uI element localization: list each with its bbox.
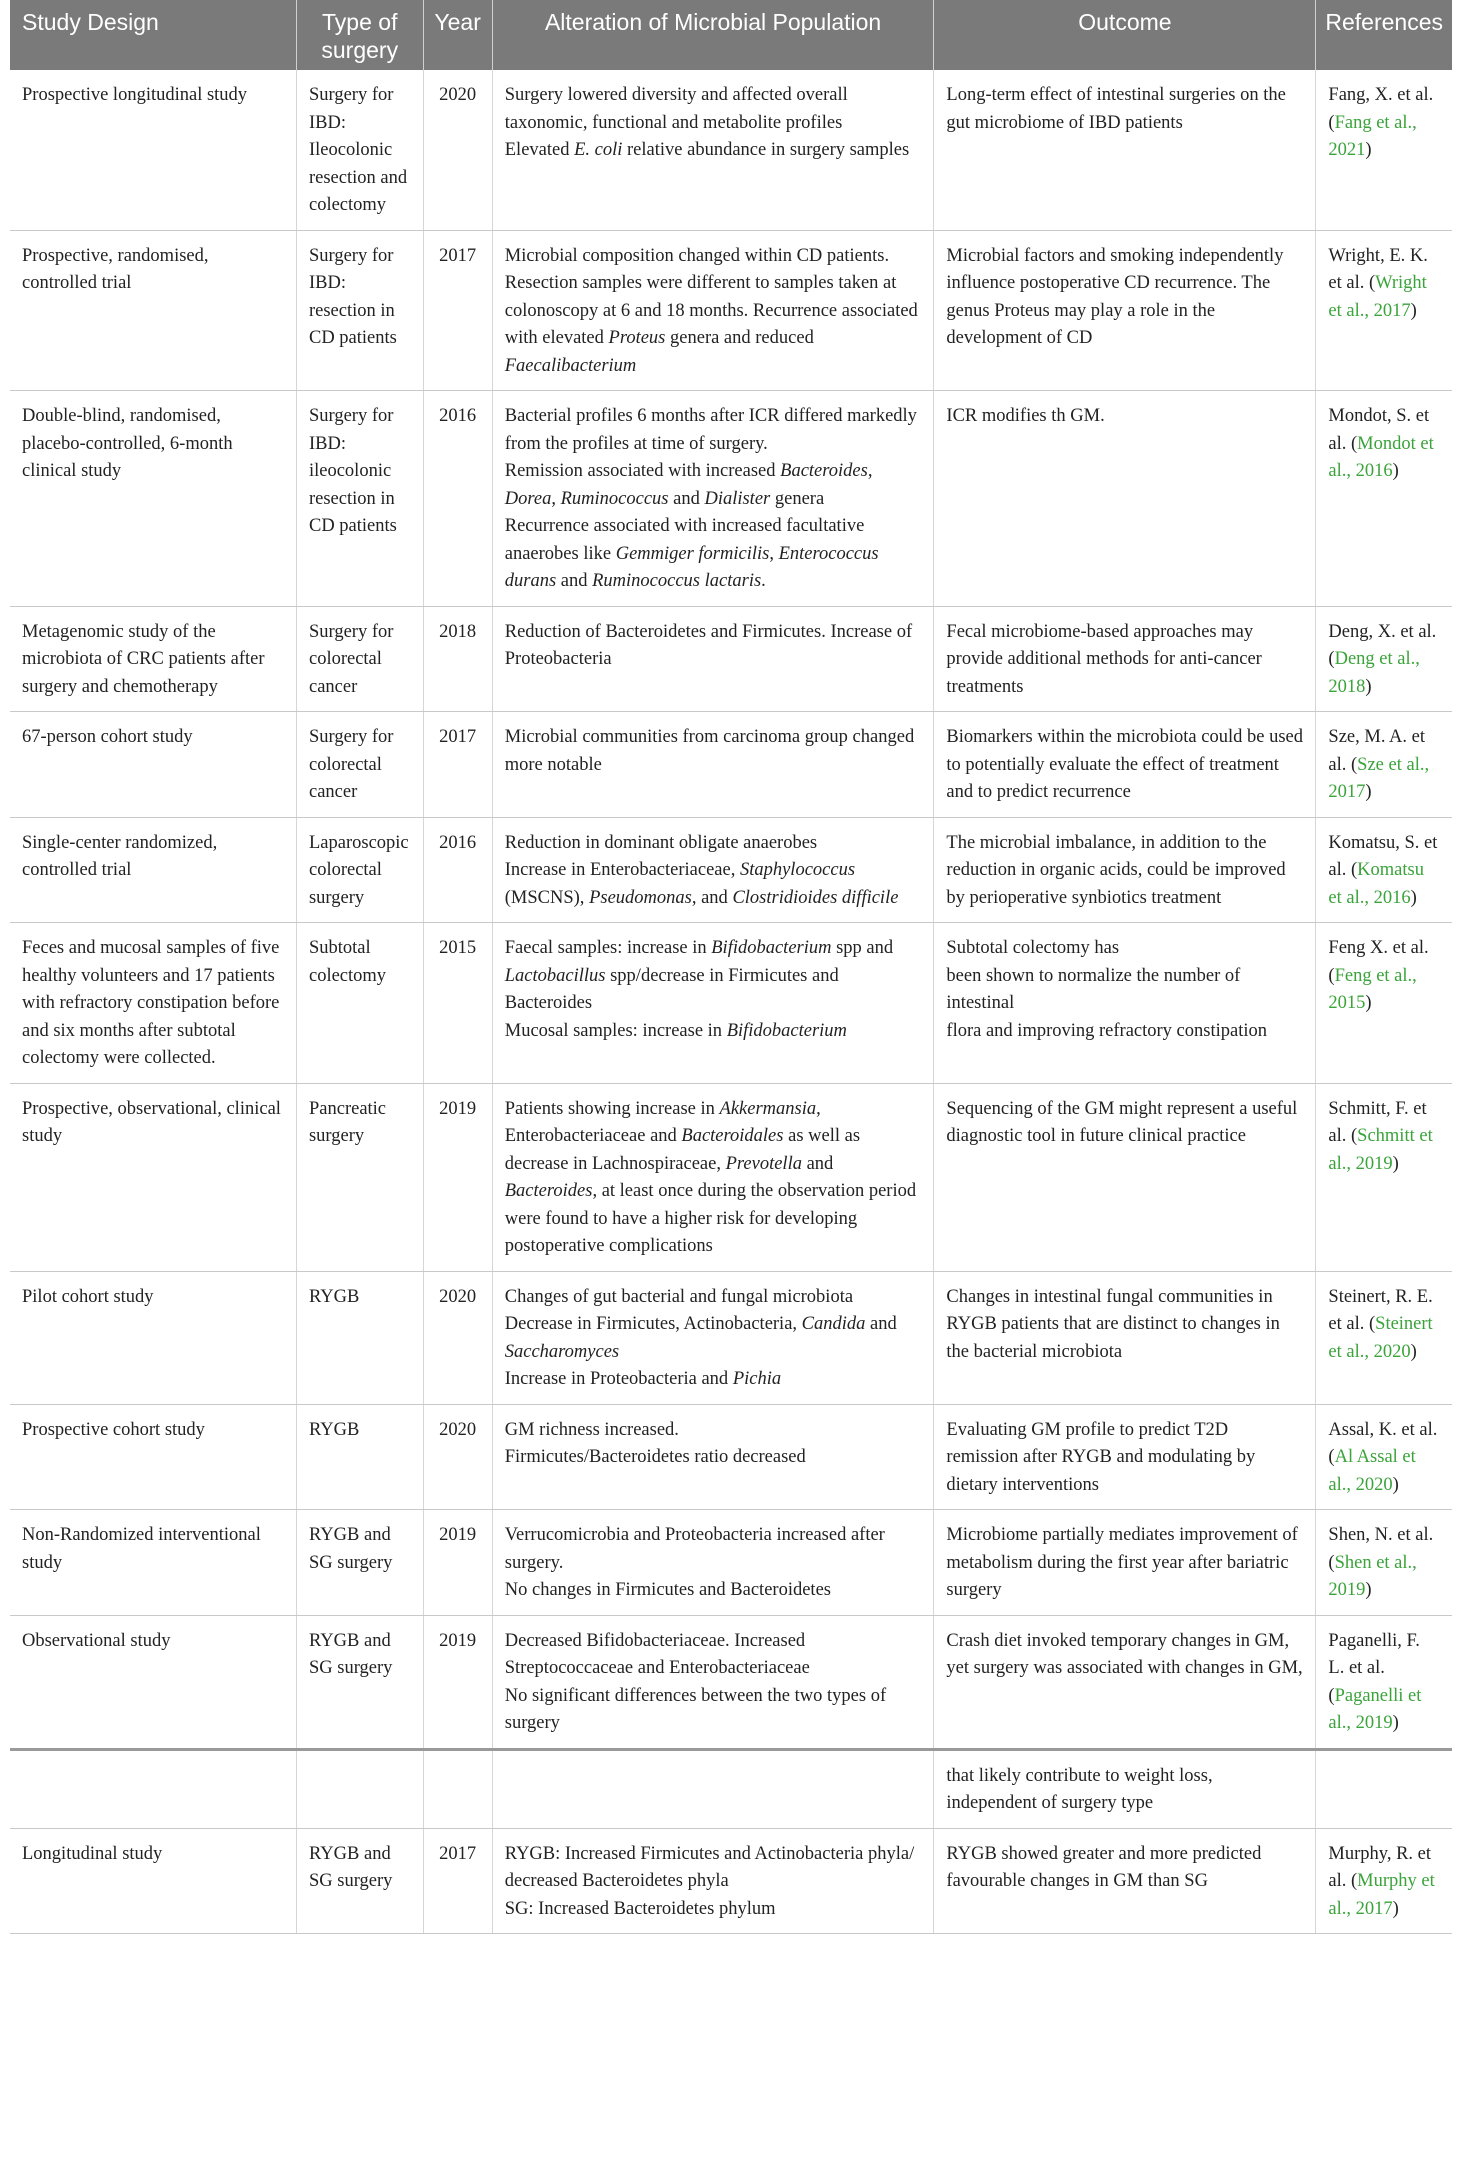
cell-alteration	[492, 1083, 934, 1271]
text-segment: Increase in Enterobacteriaceae,	[504, 860, 740, 880]
taxon-name: Pseudomonas	[589, 887, 692, 908]
table-row	[10, 1510, 1452, 1616]
cell-year: 2016	[423, 817, 492, 923]
text-segment: , Enterobacteriaceae and	[504, 1098, 821, 1146]
reference-author: Komatsu, S. et al. (	[1328, 832, 1438, 880]
text-segment: spp/decrease in Firmicutes and Bacteroides	[504, 965, 839, 1013]
studies-table	[10, 0, 1452, 1934]
reference-close: )	[1392, 1474, 1399, 1495]
cell-year: 2016	[423, 391, 492, 607]
cell-reference	[1316, 1271, 1452, 1404]
header-outcome: Outcome	[934, 0, 1316, 70]
text-segment: spp and	[831, 938, 894, 958]
text-segment: GM richness increased.	[504, 1419, 679, 1440]
cell-outcome	[934, 606, 1316, 712]
alteration-line	[505, 403, 922, 458]
cell-outcome	[934, 1510, 1316, 1616]
alteration-line	[505, 458, 922, 513]
text-segment: Surgery lowered diversity and affected overall taxonomic, functional and metabolite profiles	[504, 85, 848, 133]
alteration-line	[505, 1628, 922, 1683]
text-segment: Decrease in Firmicutes, Actinobacteria,	[504, 1314, 802, 1334]
cell-reference	[1316, 923, 1452, 1084]
cell-study-design: Prospective, observational, clinical study	[10, 1083, 296, 1271]
table-row	[10, 1749, 1452, 1828]
text-segment: Recurrence associated with increased facultative anaerobes like	[504, 516, 865, 564]
cell-year: 2015	[423, 923, 492, 1084]
reference-author: Fang, X. et al. (	[1328, 85, 1434, 133]
cell-alteration	[492, 712, 934, 818]
reference-author: Deng, X. et al. (	[1328, 621, 1437, 669]
table-row	[10, 391, 1452, 607]
alteration-line	[505, 82, 922, 137]
cell-reference	[1316, 1404, 1452, 1510]
cell-study-design: Observational study	[10, 1615, 296, 1749]
cell-study-design: Double-blind, randomised, placebo-controlled, 6-month clinical study	[10, 391, 296, 607]
text-segment: ,	[867, 461, 873, 481]
table-row	[10, 1828, 1452, 1934]
cell-type-of-surgery: Surgery for IBD: ileocolonic resection in CD patients	[296, 391, 423, 607]
taxon-name: Akkermansia	[719, 1098, 817, 1119]
text-segment: genera and reduced	[665, 328, 814, 348]
reference-link[interactable]: Feng et al., 2015	[1328, 965, 1417, 1013]
taxon-name: Bifidobacterium	[726, 1020, 847, 1041]
taxon-name: Staphylococcus	[739, 860, 856, 880]
reference-author: Steinert, R. E. et al. (	[1328, 1286, 1433, 1334]
alteration-line	[505, 1417, 922, 1445]
cell-outcome	[934, 70, 1316, 230]
reference-close: )	[1392, 1153, 1399, 1174]
cell-alteration	[492, 70, 934, 230]
cell-outcome	[934, 1828, 1316, 1934]
table-row	[10, 1271, 1452, 1404]
table-row	[10, 817, 1452, 923]
cell-year: 2017	[423, 712, 492, 818]
alteration-line	[505, 137, 922, 165]
outcome-line: Evaluating GM profile to predict T2D remission after RYGB and modulating by dietary interventions	[946, 1419, 1256, 1495]
text-segment: SG: Increased Bacteroidetes phylum	[504, 1898, 776, 1919]
text-segment: Elevated	[504, 140, 575, 160]
cell-reference	[1316, 817, 1452, 923]
taxon-name: Proteus	[608, 328, 666, 348]
cell-outcome	[934, 1271, 1316, 1404]
cell-type-of-surgery: RYGB	[296, 1404, 423, 1510]
reference-close: )	[1392, 461, 1399, 481]
cell-reference	[1316, 1828, 1452, 1934]
cell-alteration	[492, 391, 934, 607]
outcome-line: Long-term effect of intestinal surgeries on the gut microbiome of IBD patients	[946, 85, 1286, 133]
header-alteration: Alteration of Microbial Population	[492, 0, 934, 70]
outcome-line: The microbial imbalance, in addition to the reduction in organic acids, could be improved by perioperative synbiotics treatment	[946, 832, 1286, 908]
text-segment: relative abundance in surgery samples	[622, 140, 910, 160]
reference-close: )	[1410, 300, 1417, 321]
taxon-name: Dialister	[704, 488, 771, 509]
taxon-name: Pichia	[732, 1369, 782, 1389]
cell-year: 2017	[423, 1828, 492, 1934]
cell-year: 2018	[423, 606, 492, 712]
cell-alteration	[492, 1615, 934, 1749]
text-segment: Microbial communities from carcinoma group changed more notable	[504, 727, 915, 775]
text-segment: ,	[769, 543, 779, 564]
taxon-name: Faecalibacterium	[504, 355, 637, 376]
taxon-name: Bacteroides	[780, 461, 868, 481]
table-row	[10, 70, 1452, 230]
reference-link[interactable]: Steinert et al., 2020	[1328, 1314, 1433, 1362]
reference-link[interactable]: Deng et al., 2018	[1328, 649, 1420, 697]
header-type-of-surgery: Type of surgery	[296, 0, 423, 70]
text-segment: genera	[770, 488, 825, 509]
text-segment: Firmicutes/Bacteroidetes ratio decreased	[504, 1447, 806, 1467]
alteration-line	[505, 724, 922, 779]
reference-close: )	[1365, 140, 1372, 160]
cell-year	[423, 1749, 492, 1828]
outcome-line: Sequencing of the GM might represent a useful diagnostic tool in future clinical practice	[946, 1098, 1298, 1146]
alteration-line	[505, 1444, 922, 1472]
table-row	[10, 1404, 1452, 1510]
cell-alteration	[492, 1749, 934, 1828]
taxon-name: Bacteroides	[504, 1181, 593, 1201]
taxon-name: Lactobacillus	[504, 965, 606, 986]
alteration-line	[505, 1522, 922, 1577]
cell-type-of-surgery: Pancreatic surgery	[296, 1083, 423, 1271]
text-segment: as well as decrease in Lachnospiraceae,	[504, 1126, 861, 1174]
cell-type-of-surgery: Surgery for IBD: resection in CD patients	[296, 230, 423, 391]
cell-outcome	[934, 817, 1316, 923]
reference-author: Assal, K. et al. (	[1328, 1419, 1438, 1467]
cell-year: 2019	[423, 1083, 492, 1271]
cell-study-design: Pilot cohort study	[10, 1271, 296, 1404]
reference-author: Sze, M. A. et al. (	[1328, 727, 1426, 775]
alteration-line	[505, 243, 922, 381]
cell-alteration	[492, 923, 934, 1084]
outcome-line: been shown to normalize the number of intestinal	[946, 965, 1241, 1013]
cell-year: 2020	[423, 70, 492, 230]
cell-outcome	[934, 923, 1316, 1084]
cell-outcome	[934, 1404, 1316, 1510]
alteration-line	[505, 1896, 922, 1924]
text-segment: and	[801, 1153, 834, 1174]
reference-close: )	[1365, 782, 1372, 802]
reference-close: )	[1365, 1580, 1372, 1600]
cell-year: 2020	[423, 1271, 492, 1404]
cell-reference	[1316, 1510, 1452, 1616]
reference-link[interactable]: Shen et al., 2019	[1328, 1552, 1417, 1600]
cell-type-of-surgery: Surgery for colorectal cancer	[296, 606, 423, 712]
outcome-line: Subtotal colectomy has	[946, 938, 1120, 958]
alteration-line	[505, 857, 922, 912]
outcome-line: Microbial factors and smoking independently influence postoperative CD recurrence. The genus Proteus may play a role in the development of CD	[946, 245, 1284, 348]
cell-study-design: Prospective cohort study	[10, 1404, 296, 1510]
reference-link[interactable]: Murphy et al., 2017	[1328, 1871, 1435, 1919]
outcome-line: ICR modifies th GM.	[946, 406, 1105, 426]
taxon-name: Enterococcus durans	[504, 543, 879, 591]
reference-link[interactable]: Fang et al., 2021	[1328, 112, 1417, 160]
text-segment: ,	[551, 488, 561, 509]
text-segment: Bacterial profiles 6 months after ICR differed markedly from the profiles at time of surgery.	[504, 406, 917, 454]
cell-study-design: Metagenomic study of the microbiota of CRC patients after surgery and chemotherapy	[10, 606, 296, 712]
cell-alteration	[492, 606, 934, 712]
cell-study-design: Prospective, randomised, controlled trial	[10, 230, 296, 391]
cell-outcome	[934, 1615, 1316, 1749]
table-row	[10, 1083, 1452, 1271]
outcome-line: Microbiome partially mediates improvement of metabolism during the first year after bariatric surgery	[946, 1525, 1298, 1600]
taxon-name: Gemmiger formicilis	[615, 543, 770, 564]
alteration-line	[505, 935, 922, 1018]
reference-close: )	[1410, 887, 1417, 908]
reference-author: Shen, N. et al. (	[1328, 1525, 1434, 1573]
reference-close: )	[1365, 993, 1372, 1013]
alteration-line	[505, 830, 922, 858]
header-year: Year	[423, 0, 492, 70]
reference-close: )	[1365, 676, 1372, 697]
cell-study-design: 67-person cohort study	[10, 712, 296, 818]
text-segment: Changes of gut bacterial and fungal microbiota	[504, 1286, 854, 1307]
table-row	[10, 712, 1452, 818]
taxon-name: Bifidobacterium	[711, 938, 832, 958]
text-segment: , at least once during the observation period were found to have a higher risk for developing postoperative complications	[504, 1181, 917, 1256]
reference-link[interactable]: Al Assal et al., 2020	[1328, 1447, 1416, 1495]
alteration-line	[505, 1683, 922, 1738]
cell-year: 2017	[423, 230, 492, 391]
header-study-design: Study Design	[10, 0, 296, 70]
reference-close: )	[1392, 1898, 1399, 1919]
cell-study-design: Prospective longitudinal study	[10, 70, 296, 230]
cell-year: 2019	[423, 1615, 492, 1749]
alteration-line	[505, 513, 922, 596]
header-row	[10, 0, 1452, 70]
cell-study-design: Longitudinal study	[10, 1828, 296, 1934]
table-row	[10, 923, 1452, 1084]
cell-study-design: Feces and mucosal samples of five healthy volunteers and 17 patients with refractory constipation before and six months after subtotal colectomy were collected.	[10, 923, 296, 1084]
cell-type-of-surgery: Surgery for IBD: Ileocolonic resection and colectomy	[296, 70, 423, 230]
alteration-line	[505, 1366, 922, 1394]
cell-outcome	[934, 230, 1316, 391]
cell-study-design	[10, 1749, 296, 1828]
taxon-name: Ruminococcus	[560, 488, 669, 509]
text-segment: .	[761, 571, 766, 591]
cell-reference	[1316, 1749, 1452, 1828]
text-segment: Microbial composition changed within CD patients. Resection samples were different to samples taken at colonoscopy at 6 and 18 months. Recurrence associated with elevated	[504, 245, 918, 348]
text-segment: and	[865, 1314, 897, 1334]
table-row	[10, 606, 1452, 712]
taxon-name: Prevotella	[725, 1153, 802, 1174]
alteration-line	[505, 619, 922, 674]
cell-alteration	[492, 1404, 934, 1510]
text-segment: (MSCNS),	[504, 887, 590, 908]
text-segment: Remission associated with increased	[504, 461, 781, 481]
cell-type-of-surgery: RYGB and SG surgery	[296, 1615, 423, 1749]
taxon-name: Candida	[801, 1314, 866, 1334]
reference-link[interactable]: Sze et al., 2017	[1328, 754, 1430, 802]
outcome-line: Biomarkers within the microbiota could be used to potentially evaluate the effect of treatment and to predict recurrence	[946, 727, 1303, 802]
text-segment: and	[668, 488, 705, 509]
cell-outcome	[934, 1749, 1316, 1828]
reference-author: Schmitt, F. et al. (	[1328, 1098, 1427, 1146]
cell-study-design: Single-center randomized, controlled trial	[10, 817, 296, 923]
taxon-name: Ruminococcus lactaris	[592, 571, 762, 591]
cell-reference	[1316, 230, 1452, 391]
cell-type-of-surgery: RYGB	[296, 1271, 423, 1404]
text-segment: Patients showing increase in	[504, 1098, 720, 1119]
cell-reference	[1316, 712, 1452, 818]
reference-link[interactable]: Komatsu et al., 2016	[1328, 860, 1424, 908]
cell-outcome	[934, 712, 1316, 818]
text-segment: and	[556, 571, 593, 591]
header-references: References	[1316, 0, 1452, 70]
cell-alteration	[492, 1510, 934, 1616]
reference-author: Feng X. et al. (	[1328, 938, 1429, 986]
cell-reference	[1316, 1615, 1452, 1749]
cell-type-of-surgery	[296, 1749, 423, 1828]
reference-link[interactable]: Mondot et al., 2016	[1328, 433, 1434, 481]
cell-year: 2020	[423, 1404, 492, 1510]
alteration-line	[505, 1018, 922, 1046]
cell-reference	[1316, 391, 1452, 607]
cell-outcome	[934, 391, 1316, 607]
alteration-line	[505, 1841, 922, 1896]
text-segment: Verrucomicrobia and Proteobacteria increased after surgery.	[504, 1525, 885, 1573]
outcome-line: RYGB showed greater and more predicted favourable changes in GM than SG	[946, 1843, 1262, 1891]
taxon-name: E. coli	[574, 140, 623, 160]
cell-type-of-surgery: RYGB and SG surgery	[296, 1510, 423, 1616]
cell-type-of-surgery: RYGB and SG surgery	[296, 1828, 423, 1934]
text-segment: , and	[691, 887, 733, 908]
reference-close: )	[1410, 1341, 1417, 1362]
reference-author: Murphy, R. et al. (	[1328, 1843, 1432, 1891]
text-segment: Increase in Proteobacteria and	[504, 1369, 733, 1389]
reference-author: Mondot, S. et al. (	[1328, 406, 1430, 454]
text-segment: Reduction in dominant obligate anaerobes	[504, 832, 818, 853]
cell-alteration	[492, 1828, 934, 1934]
text-segment: Reduction of Bacteroidetes and Firmicutes. Increase of Proteobacteria	[504, 621, 913, 669]
alteration-line	[505, 1311, 922, 1366]
outcome-line: Changes in intestinal fungal communities in RYGB patients that are distinct to changes in the bacterial microbiota	[946, 1286, 1280, 1362]
cell-type-of-surgery: Surgery for colorectal cancer	[296, 712, 423, 818]
outcome-line: Crash diet invoked temporary changes in GM, yet surgery was associated with changes in GM,	[946, 1630, 1303, 1678]
cell-reference	[1316, 606, 1452, 712]
taxon-name: Dorea	[504, 488, 552, 509]
text-segment: Faecal samples: increase in	[504, 938, 712, 958]
table-row	[10, 230, 1452, 391]
reference-author: Paganelli, F. L. et al. (	[1328, 1630, 1420, 1706]
reference-link[interactable]: Wright et al., 2017	[1328, 273, 1427, 321]
reference-close: )	[1392, 1713, 1399, 1733]
reference-link[interactable]: Paganelli et al., 2019	[1328, 1685, 1422, 1733]
taxon-name: Clostridioides difficile	[732, 887, 899, 908]
outcome-line: Fecal microbiome-based approaches may provide additional methods for anti-cancer treatments	[946, 621, 1262, 697]
text-segment: Mucosal samples: increase in	[504, 1020, 727, 1041]
cell-reference	[1316, 1083, 1452, 1271]
cell-type-of-surgery: Subtotal colectomy	[296, 923, 423, 1084]
reference-link[interactable]: Schmitt et al., 2019	[1328, 1126, 1433, 1174]
cell-alteration	[492, 230, 934, 391]
taxon-name: Bacteroidales	[681, 1126, 784, 1146]
text-segment: No changes in Firmicutes and Bacteroidetes	[504, 1580, 831, 1600]
table-row	[10, 1615, 1452, 1749]
taxon-name: Saccharomyces	[504, 1341, 620, 1362]
cell-reference	[1316, 70, 1452, 230]
text-segment: No significant differences between the two types of surgery	[504, 1685, 887, 1733]
alteration-line	[505, 1096, 922, 1261]
alteration-line	[505, 1284, 922, 1312]
cell-year: 2019	[423, 1510, 492, 1616]
table-body	[10, 70, 1452, 1934]
cell-alteration	[492, 817, 934, 923]
cell-alteration	[492, 1271, 934, 1404]
outcome-line: that likely contribute to weight loss, independent of surgery type	[946, 1765, 1213, 1813]
cell-type-of-surgery: Laparoscopic colorectal surgery	[296, 817, 423, 923]
reference-author: Wright, E. K. et al. (	[1328, 245, 1428, 293]
outcome-line: flora and improving refractory constipation	[946, 1020, 1267, 1041]
text-segment: RYGB: Increased Firmicutes and Actinobacteria phyla/ decreased Bacteroidetes phyla	[504, 1843, 915, 1891]
cell-study-design: Non-Randomized interventional study	[10, 1510, 296, 1616]
text-segment: Decreased Bifidobacteriaceae. Increased Streptococcaceae and Enterobacteriaceae	[504, 1630, 810, 1678]
cell-outcome	[934, 1083, 1316, 1271]
alteration-line	[505, 1577, 922, 1605]
